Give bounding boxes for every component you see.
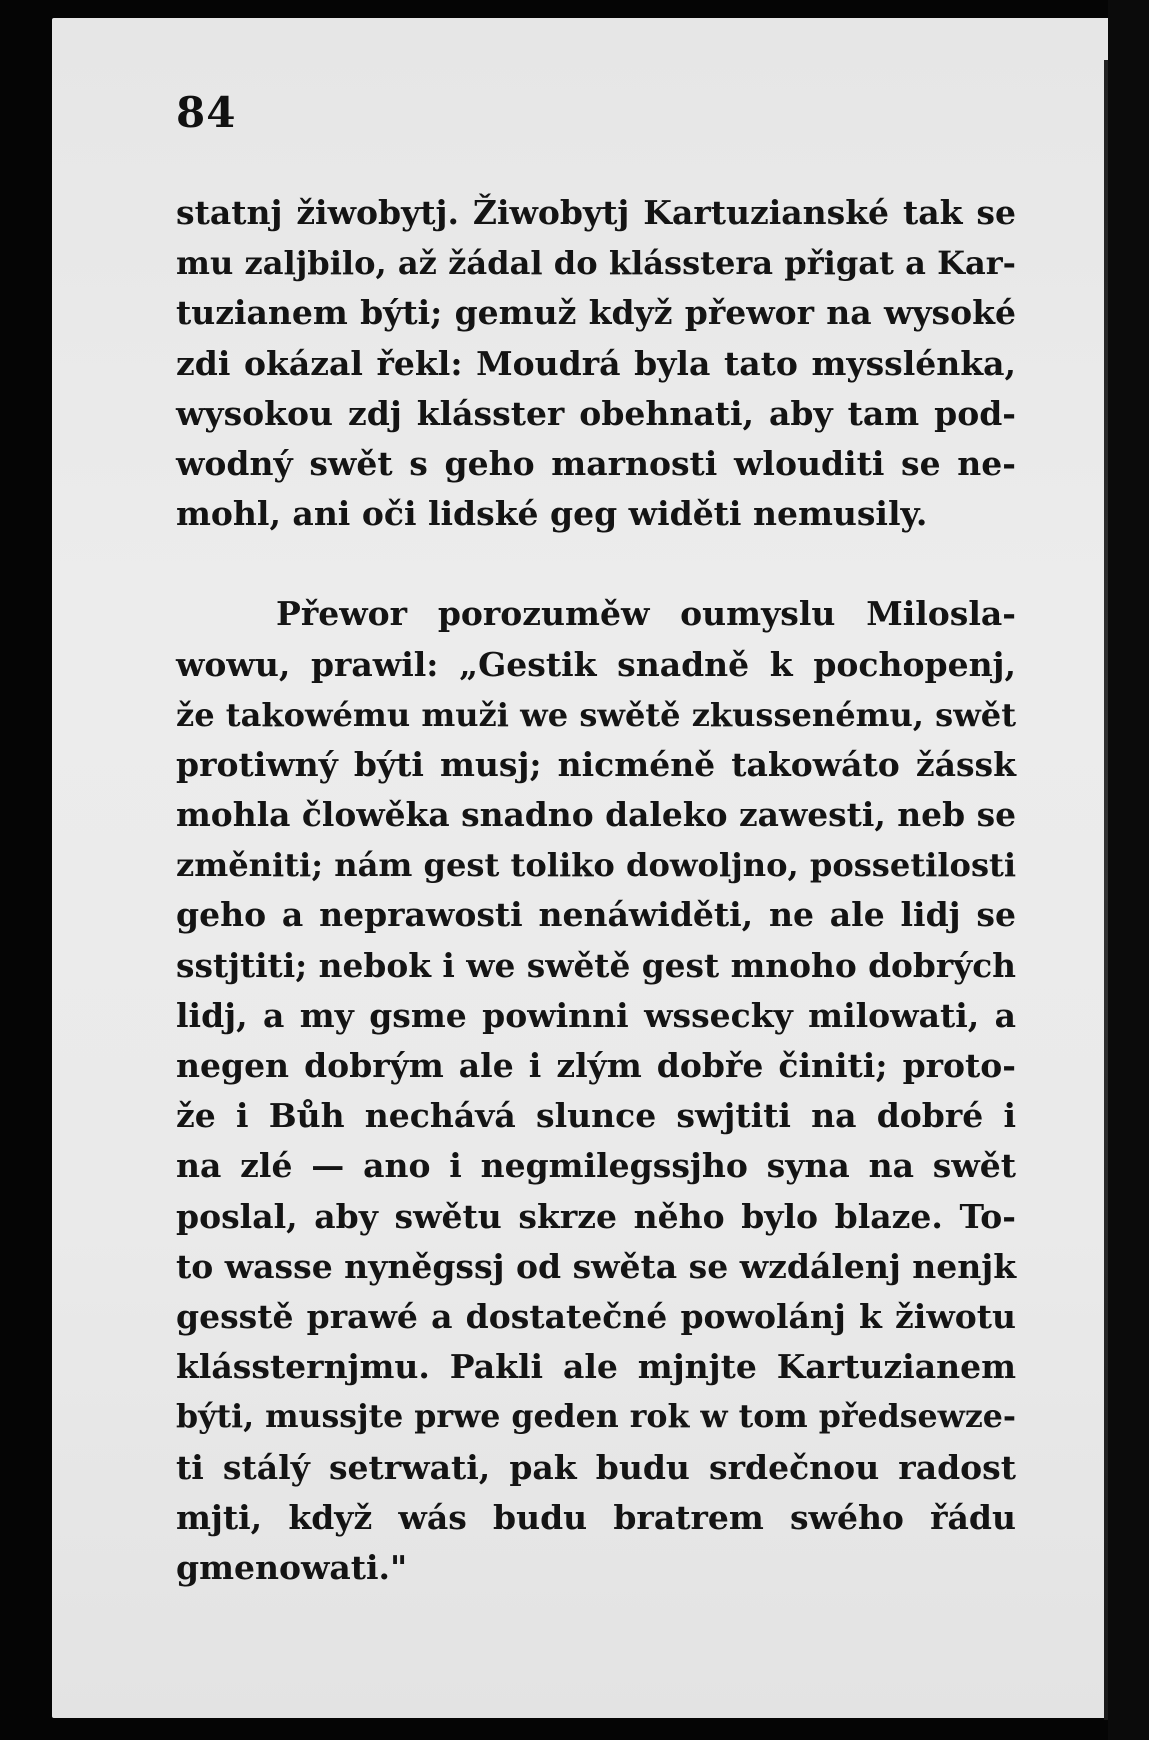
text-line: klássternjmu. Pakli ale mjnjte Kartuzianem — [176, 1347, 1016, 1387]
text-line: že takowému muži we swětě zkussenému, swět — [176, 695, 1016, 734]
text-line: negen dobrým ale i zlým dobře činiti; proto- — [176, 1046, 1016, 1085]
text-line: býti, mussjte prwe geden rok w tom předsewze- — [176, 1398, 1017, 1436]
text-line: mjti, když wás budu bratrem swého řádu — [176, 1497, 1016, 1537]
scan-border-right — [1108, 0, 1149, 1740]
text-line: protiwný býti musj; nicméně takowáto žássk — [176, 744, 1016, 784]
text-line: zdi okázal řekl: Moudrá byla tato mysslénka, — [176, 343, 1016, 383]
text-line: mohl, ani oči lidské geg widěti nemusily. — [176, 494, 928, 534]
page-number: 84 — [176, 88, 237, 137]
text-line: mohla člowěka snadno daleko zawesti, neb se — [176, 795, 1016, 835]
text-line: statnj žiwobytj. Žiwobytj Kartuzianské tak se — [176, 193, 1016, 232]
text-line: ti stálý setrwati, pak budu srdečnou radost — [176, 1447, 1016, 1487]
text-line: sstjtiti; nebok i we swětě gest mnoho dobrých — [176, 945, 1017, 985]
text-line: geho a neprawosti nenáwiděti, ne ale lidj se — [176, 895, 1016, 935]
text-line: gesstě prawé a dostatečné powolánj k žiwotu — [176, 1296, 1016, 1336]
body-text — [176, 188, 1016, 1593]
text-line: wysokou zdj klásster obehnati, aby tam pod- — [176, 393, 1016, 433]
paragraph-1 — [176, 188, 1016, 539]
text-line: Přewor porozuměw oumyslu Milosla- — [276, 594, 1016, 634]
text-line: lidj, a my gsme powinni wssecky milowati, a — [176, 995, 1016, 1035]
paragraph-2 — [176, 589, 1016, 1593]
text-line: poslal, aby swětu skrze něho bylo blaze. To- — [176, 1196, 1016, 1236]
text-line: gmenowati." — [176, 1547, 408, 1587]
text-line: to wasse nyněgssj od swěta se wzdálenj nenjk — [176, 1246, 1017, 1286]
text-line: změniti; nám gest toliko dowoljno, possetilosti — [176, 846, 1017, 885]
text-line: tuzianem býti; gemuž když přewor na wysoké — [176, 293, 1016, 333]
text-line: wowu, prawil: „Gestik snadně k pochopenj, — [176, 644, 1016, 684]
paragraph-gap — [176, 539, 1016, 589]
text-line: mu zaljbilo, až žádal do klásstera přigat a Kar- — [176, 244, 1016, 283]
text-line: na zlé — ano i negmilegssjho syna na swět — [176, 1146, 1016, 1186]
text-line: že i Bůh nechává slunce swjtiti na dobré i — [176, 1096, 1016, 1136]
text-line: wodný swět s geho marnosti wlouditi se ne- — [176, 443, 1016, 483]
